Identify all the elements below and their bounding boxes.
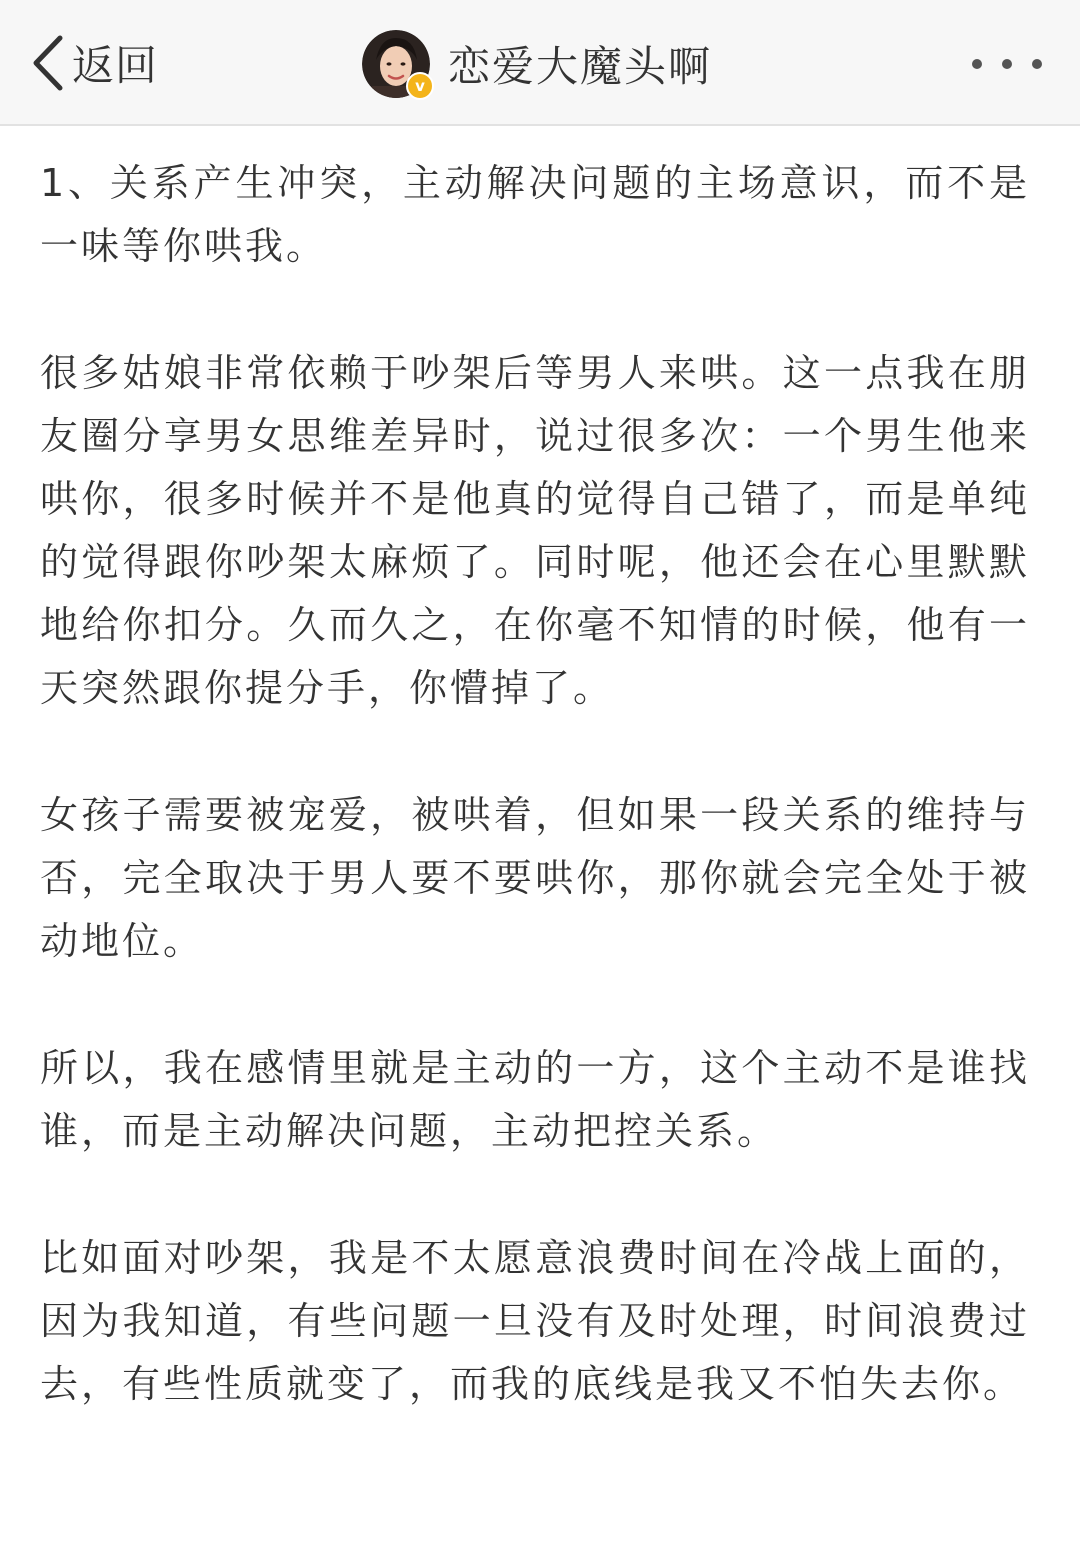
chevron-left-icon — [30, 34, 64, 92]
avatar[interactable] — [362, 30, 430, 98]
article-paragraph: 所以，我在感情里就是主动的一方，这个主动不是谁找谁，而是主动解决问题，主动把控关系。 — [40, 1046, 1030, 1153]
more-dots-icon — [1002, 59, 1012, 69]
back-button[interactable] — [30, 30, 158, 96]
article-paragraph: 女孩子需要被宠爱，被哄着，但如果一段关系的维持与否，完全取决于男人要不要哄你，那你就会完全处于被动地位。 — [40, 793, 1030, 963]
article-paragraph: 1、关系产生冲突，主动解决问题的主场意识，而不是一味等你哄我。 — [40, 161, 1030, 268]
more-dots-icon — [1032, 59, 1042, 69]
article-paragraph: 很多姑娘非常依赖于吵架后等男人来哄。这一点我在朋友圈分享男女思维差异时，说过很多次：一个男生他来哄你，很多时候并不是他真的觉得自己错了，而是单纯的觉得跟你吵架太麻烦了。同时呢，他还会在心里默默地给你扣分。久而久之，在你毫不知情的时候，他有一天突然跟你提分手，你懵掉了。 — [40, 351, 1030, 710]
more-dots-icon — [972, 59, 982, 69]
verified-badge-icon: v — [406, 72, 434, 100]
back-label: 返回 — [72, 41, 159, 90]
account-name: 恋爱大魔头啊 — [448, 42, 713, 91]
article-body — [40, 152, 1030, 1480]
account-title-group[interactable] — [362, 28, 712, 100]
article-paragraph: 比如面对吵架，我是不太愿意浪费时间在冷战上面的，因为我知道，有些问题一旦没有及时处理，时间浪费过去，有些性质就变了，而我的底线是我又不怕失去你。 — [40, 1236, 1030, 1406]
top-navigation-bar — [0, 0, 1080, 126]
more-options-button[interactable] — [972, 44, 1042, 84]
